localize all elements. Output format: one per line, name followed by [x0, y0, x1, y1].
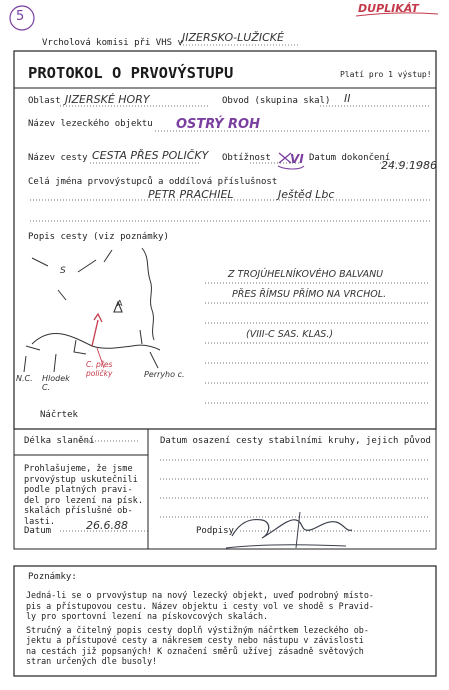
declaration-line: prvovýstup uskutečnili: [24, 474, 138, 485]
anchors-label: Datum osazení cesty stabilními kruhy, jejich původ: [160, 436, 431, 446]
obvod-value: II: [344, 92, 351, 105]
object-label: Název lezeckého objektu: [28, 119, 153, 129]
notes-text: [26, 590, 374, 667]
valid-note: Platí pro 1 výstup!: [340, 70, 432, 79]
sketch-label: Náčrtek: [40, 410, 78, 420]
route-description-line-3: (VIII-C SAS. KLAS.): [246, 329, 334, 340]
date-done-label: Datum dokončení: [309, 153, 391, 163]
sketch-mark-s: S: [60, 266, 66, 276]
page-title: PROTOKOL O PRVOVÝSTUPU: [28, 64, 234, 82]
committee-label: Vrcholová komisi při VHS v: [42, 38, 183, 48]
object-value: OSTRÝ ROH: [176, 117, 260, 132]
committee-value: JIZERSKO-LUŽICKÉ: [182, 31, 284, 44]
oblast-value: JIZERSKÉ HORY: [65, 93, 150, 106]
sketch-label-hlodek: Hlodek C.: [42, 374, 70, 392]
rappel-label: Délka slanění: [24, 436, 95, 446]
date-done-value: 24.9.1986: [381, 159, 437, 172]
route-description-line-1: Z TROJÚHELNÍKOVÉHO BALVANU: [228, 269, 384, 280]
date-label: Datum: [24, 526, 52, 536]
sketch-mark-a: A: [117, 299, 123, 308]
route-value: CESTA PŘES POLIČKY: [92, 149, 209, 162]
sketch-label-perryho: Perryho c.: [144, 370, 185, 379]
declaration: [24, 464, 143, 527]
notes-heading: Poznámky:: [28, 572, 77, 582]
sketch-label-nc: N.C.: [16, 374, 33, 383]
difficulty-value: VI: [290, 152, 304, 166]
notes-line: Jedná-li se o prvovýstup na nový lezecký objekt, uveď podrobný místo-: [26, 590, 374, 600]
climbers-club: Ještěd Lbc: [278, 188, 335, 201]
signatures-label: Podpisy: [196, 526, 234, 536]
sketch-label-route: C. přes poličky: [86, 360, 113, 378]
declaration-line: podle platných pravi-: [24, 485, 133, 495]
climbers-label: Celá jména prvovýstupců a oddílová příslušnost: [28, 177, 278, 187]
page-number: 5: [16, 9, 25, 24]
climbers-name: PETR PRACHIEL: [148, 188, 234, 201]
notes-line: stran určených dle busoly!: [26, 656, 158, 666]
oblast-label: Oblast: [28, 96, 61, 106]
route-description-label: Popis cesty (viz poznámky): [28, 232, 169, 242]
notes-line: jektu a přístupové cesty a nákresem cesty nebo nástupu v závislosti: [26, 635, 364, 645]
declaration-line: del pro lezení na písk.: [24, 495, 143, 506]
route-label: Název cesty: [28, 153, 88, 163]
difficulty-label: Obtížnost: [222, 153, 271, 163]
notes-line: Stručný a čitelný popis cesty doplň výstižným náčrtkem lezeckého ob-: [26, 624, 369, 635]
route-sketch: [24, 248, 160, 372]
notes-line: ly pro sportovní lezení na pískovcových skalách.: [26, 611, 269, 621]
date-value: 26.6.88: [86, 519, 128, 532]
declaration-line: lasti.: [24, 516, 56, 527]
obvod-label: Obvod (skupina skal): [222, 96, 331, 106]
notes-line: pis a přístupovou cestu. Název objektu i cesty vol ve shodě s Pravid-: [26, 600, 374, 611]
notes-line: na cestách již popsaných! K označení směrů užívej zásadně světových: [26, 645, 364, 656]
declaration-line: skalách příslušné ob-: [24, 506, 133, 516]
duplicate-stamp: DUPLIKÁT: [358, 2, 419, 15]
declaration-line: Prohlašujeme, že jsme: [24, 464, 133, 474]
route-description-line-2: PŘES ŘÍMSU PŘÍMO NA VRCHOL.: [232, 289, 387, 300]
signature-scribble: [232, 520, 352, 538]
